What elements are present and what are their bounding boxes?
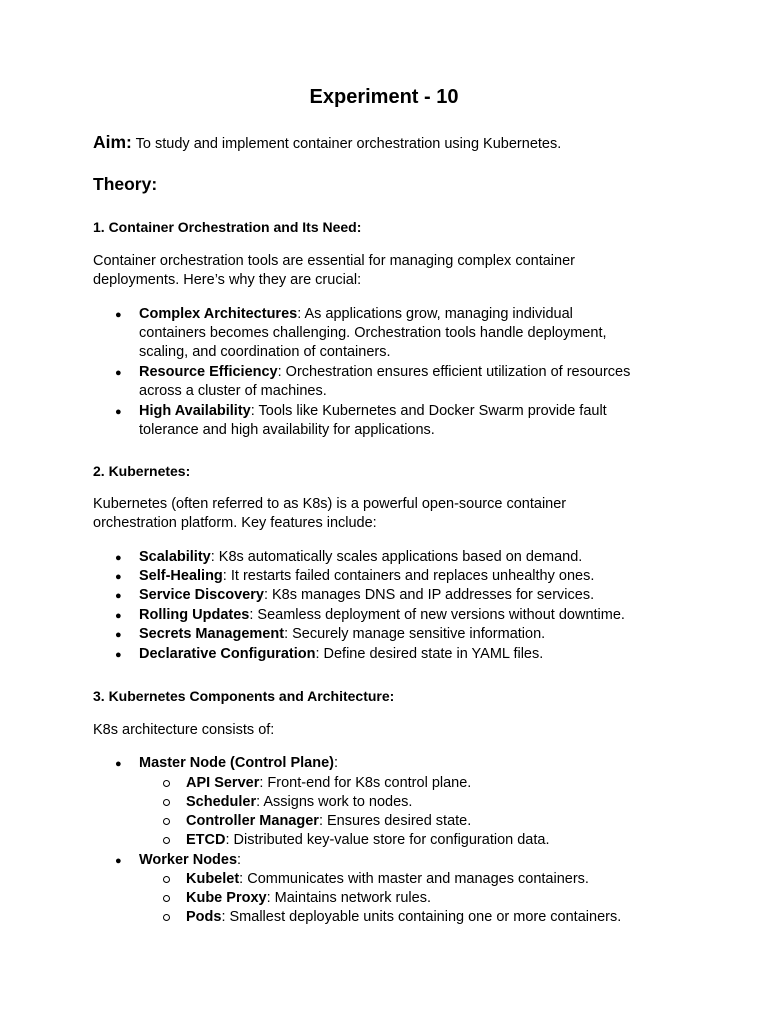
sub-bullet-desc: : Ensures desired state.: [318, 813, 472, 829]
sub-bullet-term: Kubelet: [186, 871, 240, 887]
sub-bullet-desc: : Assigns work to nodes.: [256, 794, 413, 810]
sub-bullet-desc: : Smallest deployable units containing one or more containers.: [221, 909, 622, 925]
sub-bullet-term: Pods: [186, 909, 222, 925]
bullet-dot: ●: [115, 406, 122, 418]
sub-list-item: [186, 793, 412, 813]
list-item: [139, 402, 607, 422]
sub-bullet-term: Controller Manager: [186, 813, 319, 829]
section2-heading: 2. Kubernetes:: [93, 463, 191, 479]
sub-bullet-circle: [163, 876, 170, 883]
sub-list-item: [186, 889, 431, 909]
bullet-term: High Availability: [139, 403, 251, 419]
sub-bullet-desc: : Maintains network rules.: [266, 890, 431, 906]
bullet-term: Rolling Updates: [139, 607, 250, 623]
bullet-desc: : As applications grow, managing individual: [297, 306, 573, 322]
bullet-term: Secrets Management: [139, 626, 285, 642]
sub-bullet-circle: [163, 895, 170, 902]
sub-bullet-term: Kube Proxy: [186, 890, 267, 906]
bullet-dot: ●: [115, 552, 122, 564]
bullet-desc: : Seamless deployment of new versions without downtime.: [249, 607, 625, 623]
bullet-term: Service Discovery: [139, 587, 264, 603]
sub-bullet-desc: : Communicates with master and manages containers.: [239, 871, 589, 887]
list-item: [139, 645, 543, 665]
bullet-suffix: :: [237, 852, 242, 868]
sub-list-item: [186, 870, 589, 890]
sub-list-item: [186, 812, 471, 832]
list-item: [139, 567, 594, 587]
theory-heading: Theory:: [93, 174, 158, 194]
bullet-term: Resource Efficiency: [139, 364, 278, 380]
bullet-desc-continued: tolerance and high availability for applications.: [139, 422, 435, 438]
bullet-term: Master Node (Control Plane): [139, 755, 334, 771]
sub-list-item: [186, 831, 549, 851]
sub-bullet-circle: [163, 837, 170, 844]
section2-intro-line2: orchestration platform. Key features include:: [93, 515, 377, 531]
page-title: Experiment - 10: [309, 86, 459, 108]
list-item-worker-nodes: [139, 851, 241, 871]
bullet-term: Complex Architectures: [139, 306, 298, 322]
bullet-desc: : It restarts failed containers and replaces unhealthy ones.: [222, 568, 595, 584]
aim-line: [93, 132, 561, 153]
bullet-dot: ●: [115, 855, 122, 867]
bullet-desc: : Tools like Kubernetes and Docker Swarm provide fault: [250, 403, 607, 419]
bullet-dot: ●: [115, 571, 122, 583]
sub-bullet-desc: : Distributed key-value store for configuration data.: [225, 832, 550, 848]
bullet-desc-continued: scaling, and coordination of containers.: [139, 344, 391, 360]
sub-bullet-term: API Server: [186, 775, 260, 791]
sub-bullet-desc: : Front-end for K8s control plane.: [259, 775, 472, 791]
sub-bullet-circle: [163, 780, 170, 787]
section3-intro: K8s architecture consists of:: [93, 722, 275, 738]
bullet-desc: : Orchestration ensures efficient utilization of resources: [277, 364, 631, 380]
bullet-term: Scalability: [139, 549, 211, 565]
bullet-term: Self-Healing: [139, 568, 223, 584]
bullet-term: Worker Nodes: [139, 852, 238, 868]
bullet-desc-continued: containers becomes challenging. Orchestration tools handle deployment,: [139, 325, 607, 341]
bullet-dot: ●: [115, 758, 122, 770]
section1-heading: 1. Container Orchestration and Its Need:: [93, 219, 362, 235]
bullet-dot: ●: [115, 590, 122, 602]
sub-list-item: [186, 774, 471, 794]
sub-bullet-circle: [163, 914, 170, 921]
list-item-master-node: [139, 754, 338, 774]
sub-bullet-circle: [163, 818, 170, 825]
section3-heading: 3. Kubernetes Components and Architecture:: [93, 688, 395, 704]
aim-label: Aim:: [93, 132, 132, 152]
list-item: [139, 606, 625, 626]
bullet-desc: : Define desired state in YAML files.: [315, 646, 544, 662]
bullet-desc: : K8s manages DNS and IP addresses for services.: [263, 587, 595, 603]
sub-bullet-term: Scheduler: [186, 794, 257, 810]
aim-text: To study and implement container orchestration using Kubernetes.: [135, 136, 562, 152]
section2-intro-line1: Kubernetes (often referred to as K8s) is a powerful open-source container: [93, 496, 567, 512]
bullet-term: Declarative Configuration: [139, 646, 316, 662]
section1-intro-line2: deployments. Here’s why they are crucial:: [93, 272, 362, 288]
sub-bullet-term: ETCD: [186, 832, 226, 848]
list-item: [139, 548, 582, 568]
bullet-dot: ●: [115, 649, 122, 661]
list-item: [139, 305, 573, 325]
list-item: [139, 586, 594, 606]
bullet-dot: ●: [115, 629, 122, 641]
bullet-dot: ●: [115, 309, 122, 321]
sub-list-item: [186, 908, 621, 928]
bullet-desc: : K8s automatically scales applications based on demand.: [210, 549, 583, 565]
list-item: [139, 363, 630, 383]
bullet-desc: : Securely manage sensitive information.: [284, 626, 546, 642]
list-item: [139, 625, 545, 645]
bullet-desc-continued: across a cluster of machines.: [139, 383, 327, 399]
bullet-dot: ●: [115, 610, 122, 622]
sub-bullet-circle: [163, 799, 170, 806]
bullet-suffix: :: [333, 755, 338, 771]
section1-intro-line1: Container orchestration tools are essential for managing complex container: [93, 253, 575, 269]
bullet-dot: ●: [115, 367, 122, 379]
